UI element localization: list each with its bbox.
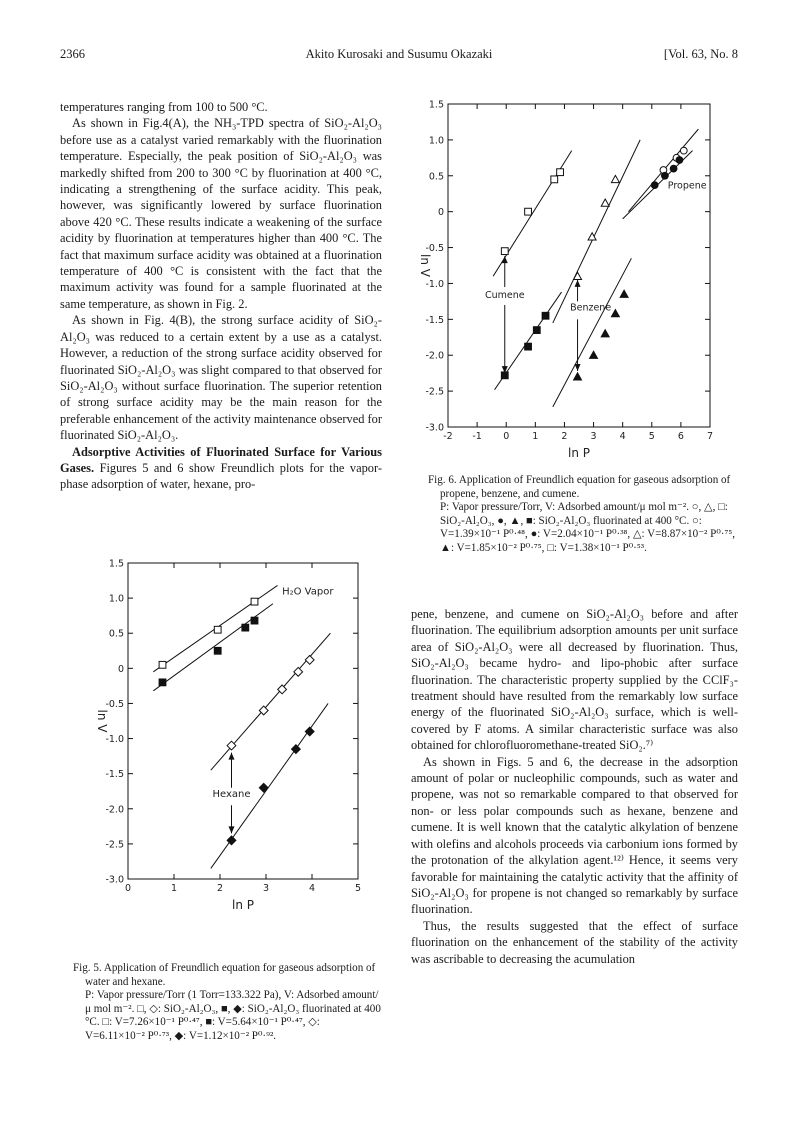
figure-5-caption-legend: P: Vapor pressure/Torr (1 Torr=133.322 Pa), V: Adsorbed amount/μ mol m⁻². □, ◇: SiO₂-Al₂O₃, ■, ◆: SiO₂-Al₂O₃ fluorinated at 400 °C. □: V=7.26×10⁻¹ P⁰·⁴⁷, ■: V=5.64×10⁻¹ P⁰·⁴⁷, ◇: V=6.11×10⁻² P⁰·⁷³, ◆: V=1.12×10⁻² P⁰·⁹². xyxy=(85,989,381,1042)
fit-line xyxy=(553,258,632,407)
figure-6-caption xyxy=(428,474,738,555)
paragraph: As shown in Fig. 4(B), the strong surface acidity of SiO₂-Al₂O₃ was reduced to a certain extent by a use as a catalyst. However, a reduction of the strong surface acidity observed for fluorinated SiO₂-Al₂O₃ was slight compared to that observed for SiO₂-Al₂O₃ without surface fluorination. The superior retention of strong surface acidity may be the main reason for the preferable enhancement of the activity maintenance observed for fluorinated SiO₂-Al₂O₃. xyxy=(60,313,382,443)
data-point-open-square xyxy=(159,661,166,668)
annotation-h2o-vapor: H₂O Vapor xyxy=(282,586,334,598)
paragraph: As shown in Figs. 5 and 6, the decrease in the adsorption amount of polar or nucleophilic compounds, such as water and propene, was not so remarkable compared to that observed for non- or less polar compounds such as hexane, benzene and cumene. It is well known that the catalytic alkylation of benzene with olefins and alcohols proceeds via carbonium ions formed by the protonation of the alkylation agent.¹²⁾ Hence, it seems very favorable for maintaining the catalytic activity that the affinity of SiO₂-Al₂O₃ for propene is not changed so remarkably by surface fluorination. xyxy=(411,754,738,917)
data-point-filled-triangle xyxy=(620,290,628,297)
x-tick-label: 2 xyxy=(561,431,568,442)
paragraph xyxy=(60,444,382,493)
x-tick-label: 5 xyxy=(648,431,655,442)
x-tick-label: 6 xyxy=(677,431,684,442)
y-tick-label: 0.5 xyxy=(428,171,444,183)
x-tick-label: 3 xyxy=(590,431,597,442)
right-column-text xyxy=(411,606,738,967)
data-point-filled-circle xyxy=(651,182,658,189)
running-title-authors: Akito Kurosaki and Susumu Okazaki xyxy=(305,47,493,61)
data-point-filled-square xyxy=(159,679,166,686)
left-column-text xyxy=(60,99,382,493)
annotation-cumene: Cumene xyxy=(484,289,525,301)
y-tick-label: -1.5 xyxy=(425,314,444,326)
data-point-filled-square xyxy=(533,327,540,334)
y-tick-label: -1.0 xyxy=(425,278,444,290)
annotation-propene: Propene xyxy=(667,180,707,192)
data-point-open-square xyxy=(214,626,221,633)
arrow-hexane-up-head xyxy=(229,753,235,760)
x-axis-label: ln P xyxy=(568,446,590,460)
x-tick-label: 7 xyxy=(706,431,714,442)
y-tick-label: -1.0 xyxy=(105,734,124,746)
x-tick-label: 0 xyxy=(124,883,132,894)
y-tick-label: -1.5 xyxy=(105,769,124,781)
figure-6-chart xyxy=(411,98,741,476)
data-point-open-square xyxy=(251,598,258,605)
x-axis-label: ln P xyxy=(232,898,254,912)
y-tick-label: 0.5 xyxy=(108,628,124,640)
y-tick-label: -2.5 xyxy=(425,386,444,398)
x-tick-label: -1 xyxy=(472,431,482,442)
data-point-filled-square xyxy=(242,624,249,631)
data-point-open-triangle xyxy=(601,199,609,206)
data-point-filled-square xyxy=(251,617,258,624)
section-heading: Adsorptive Activities of Fluorinated Surface for Various Gases. xyxy=(60,444,382,475)
data-point-open-circle xyxy=(680,147,687,154)
x-tick-label: 2 xyxy=(216,883,224,894)
data-point-open-square xyxy=(551,176,558,183)
annotation-hexane: Hexane xyxy=(212,788,251,800)
y-tick-label: 1.5 xyxy=(108,558,124,570)
volume-label: [Vol. 63, No. 8 xyxy=(663,47,738,61)
figure-6-caption-legend: P: Vapor pressure/Torr, V: Adsorbed amount/μ mol m⁻². ○, △, □: SiO₂-Al₂O₃, ●, ▲, ■: SiO₂-Al₂O₃ fluorinated at 400 °C. ○: V=1.39×10⁻¹ P⁰·⁴⁸, ●: V=2.04×10⁻¹ P⁰·³⁸, △: V=8.87×10⁻² P⁰·⁷⁵, ▲: V=1.85×10⁻² P⁰·⁷⁵, □: V=1.38×10⁻¹ P⁰·⁵³. xyxy=(440,501,735,554)
x-tick-label: 1 xyxy=(170,883,178,894)
annotation-benzene: Benzene xyxy=(570,302,612,314)
y-tick-label: -2.5 xyxy=(105,839,124,851)
figure-5-chart xyxy=(88,555,378,955)
y-tick-label: 0 xyxy=(117,663,124,675)
y-tick-label: 1.0 xyxy=(428,135,444,147)
data-point-open-diamond xyxy=(294,667,303,676)
paragraph: As shown in Fig.4(A), the NH₃-TPD spectra of SiO₂-Al₂O₃ before use as a catalyst varied remarkably with the fluorination temperature. Especially, the peak position of SiO₂-Al₂O₃ was markedly shifted from 200 to 300 °C by fluorination at 400 °C, indicating a strengthening of the surface acidity. This peak, however, was significantly lowered by surface fluorination above 420 °C. These results indicate a weakening of the surface acidity by fluorination at temperatures higher than 400 °C. The fact that maximum surface acidity was obtained at a fluorination temperature of 400 °C is consistent with the fact that the maximum activity was found for a sample fluorinated at the same temperature, as shown in Fig. 2. xyxy=(60,116,382,311)
x-tick-label: 5 xyxy=(354,883,362,894)
x-tick-label: 1 xyxy=(532,431,539,442)
data-point-open-triangle xyxy=(611,175,619,182)
y-tick-label: -3.0 xyxy=(105,874,124,886)
data-point-filled-triangle xyxy=(611,310,619,317)
data-point-filled-diamond xyxy=(305,727,314,736)
data-point-filled-circle xyxy=(661,172,668,179)
y-tick-label: 1.0 xyxy=(108,593,124,605)
data-point-filled-square xyxy=(214,647,221,654)
y-tick-label: -0.5 xyxy=(425,243,444,255)
arrow-hexane-down-head xyxy=(229,826,235,833)
data-point-filled-triangle xyxy=(590,351,598,358)
data-point-filled-square xyxy=(525,343,532,350)
plot-frame xyxy=(128,563,358,879)
data-point-open-square xyxy=(501,248,508,255)
data-point-filled-diamond xyxy=(292,745,301,754)
data-point-filled-square xyxy=(542,312,549,319)
figure-6-caption-title: Fig. 6. Application of Freundlich equation for gaseous adsorption of propene, benzene, and cumene. xyxy=(428,474,731,500)
y-tick-label: -2.0 xyxy=(105,804,124,816)
y-tick-label: 0 xyxy=(437,207,444,219)
y-tick-label: -3.0 xyxy=(425,422,444,434)
arrow-benzene-down-head xyxy=(575,364,581,371)
data-point-filled-triangle xyxy=(601,330,609,337)
data-point-filled-diamond xyxy=(259,783,268,792)
fit-line xyxy=(211,633,331,770)
figure-5-caption xyxy=(73,962,381,1043)
data-point-filled-circle xyxy=(670,165,677,172)
y-tick-label: -0.5 xyxy=(105,698,124,710)
data-point-open-square xyxy=(557,169,564,176)
arrow-cumene-up-head xyxy=(502,256,508,263)
figure-6 xyxy=(411,98,741,476)
page-number: 2366 xyxy=(60,47,85,61)
running-header xyxy=(60,47,738,63)
y-tick-label: -2.0 xyxy=(425,350,444,362)
x-tick-label: 4 xyxy=(308,883,316,894)
y-axis-label: ln V xyxy=(418,254,432,277)
x-tick-label: -2 xyxy=(443,431,453,442)
data-point-open-diamond xyxy=(305,656,314,665)
figure-5 xyxy=(88,555,378,955)
data-point-open-square xyxy=(525,208,532,215)
data-point-filled-triangle xyxy=(574,373,582,380)
paragraph-body: Figures 5 and 6 show Freundlich plots for the vapor-phase adsorption of water, hexane, pro- xyxy=(60,460,382,492)
data-point-filled-circle xyxy=(676,157,683,164)
paragraph: pene, benzene, and cumene on SiO₂-Al₂O₃ before and after fluorination. The equilibrium adsorption amounts per unit surface area of SiO₂-Al₂O₃ were all decreased by fluorination. Thus, SiO₂-Al₂O₃ became hydro- and lipo-phobic after surface fluorination. The characteristic property supplied by the CClF₃-treatment should have resulted from the remarkably low surface energy of the fluorinated SiO₂-Al₂O₃ surface, which is well-covered by F atoms. A similar characteristic surface was also obtained for chlorofluoromethane-treated SiO₂.⁷⁾ xyxy=(411,607,738,753)
y-tick-label: 1.5 xyxy=(428,99,444,111)
paragraph: temperatures ranging from 100 to 500 °C. xyxy=(60,100,268,114)
arrow-benzene-up-head xyxy=(575,280,581,287)
x-tick-label: 0 xyxy=(503,431,510,442)
x-tick-label: 3 xyxy=(262,883,270,894)
y-axis-label: ln V xyxy=(95,709,109,733)
paragraph: Thus, the results suggested that the effect of surface fluorination on the enhancement of the stability of the activity was ascribable to decreasing the acumulation xyxy=(411,918,738,966)
x-tick-label: 4 xyxy=(619,431,626,442)
figure-5-caption-title: Fig. 5. Application of Freundlich equation for gaseous adsorption of water and hexane. xyxy=(73,962,376,988)
